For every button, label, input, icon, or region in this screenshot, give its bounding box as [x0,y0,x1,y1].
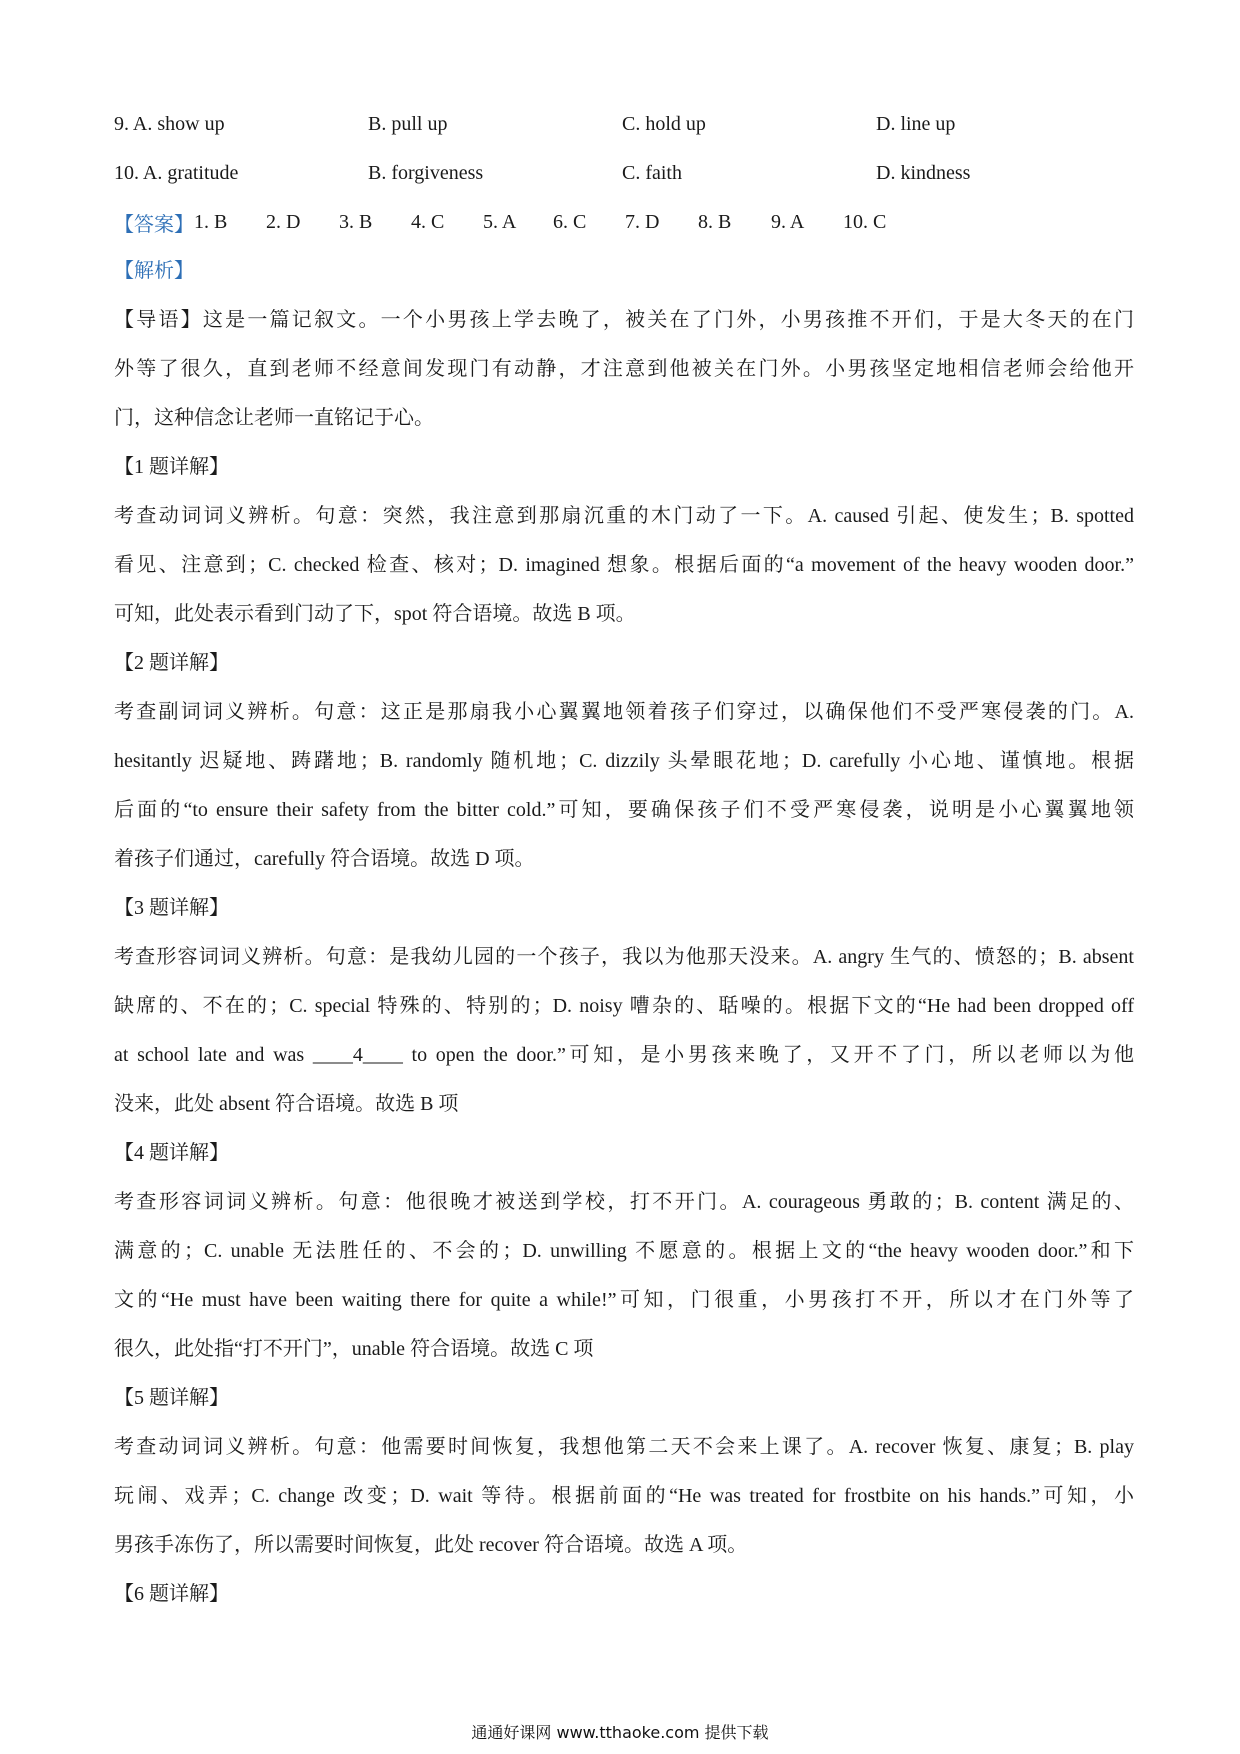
section-heading: 【5 题详解】 [114,1387,229,1409]
option-c: C. hold up [622,113,706,135]
answer-item: 5. A [483,211,517,233]
text-line: 文的“He must have been waiting there for quite a while!”可知，门很重，小男孩打不开，所以才在门外等了 [114,1289,1134,1311]
text-line: 门，这种信念让老师一直铭记于心。 [114,407,434,429]
text-line: 考查副词词义辨析。句意：这正是那扇我小心翼翼地领着孩子们穿过，以确保他们不受严寒侵袭的门。A. [114,701,1134,723]
answer-item: 3. B [339,211,373,233]
text-line: 【导语】这是一篇记叙文。一个小男孩上学去晚了，被关在了门外，小男孩推不开们，于是大冬天的在门 [114,309,1134,331]
text-line: 考查形容词词义辨析。句意：他很晚才被送到学校，打不开门。A. courageous 勇敢的；B. content 满足的、 [114,1191,1134,1213]
text-line: 看见、注意到；C. checked 检查、核对；D. imagined 想象。根据后面的“a movement of the heavy wooden door.” [114,554,1134,576]
text-line: 考查动词词义辨析。句意：突然，我注意到那扇沉重的木门动了一下。A. caused 引起、使发生；B. spotted [114,505,1134,527]
analysis-tag: 【解析】 [114,260,194,282]
analysis-section [114,1570,1134,1619]
analysis-section [114,639,1134,884]
answer-item: 6. C [553,211,587,233]
answer-item: 8. B [698,211,732,233]
option-a: 9. A. show up [114,113,225,135]
text-line: 考查动词词义辨析。句意：他需要时间恢复，我想他第二天不会来上课了。A. recover 恢复、康复；B. play [114,1436,1134,1458]
footer-watermark: 通通好课网 www.tthaoke.com 提供下载 [471,1723,769,1742]
answer-item: 4. C [411,211,445,233]
answer-item: 1. B [194,211,228,233]
options-row-9 [114,100,1134,149]
answer-item: 9. A [771,211,805,233]
option-b: B. forgiveness [368,162,484,184]
analysis-section [114,1374,1134,1570]
text-line: 可知，此处表示看到门动了下，spot 符合语境。故选 B 项。 [114,603,636,625]
analysis-section [114,884,1134,1129]
document-page [114,100,1134,1619]
section-heading: 【3 题详解】 [114,897,229,919]
section-heading: 【2 题详解】 [114,652,229,674]
text-line: hesitantly 迟疑地、踌躇地；B. randomly 随机地；C. dizzily 头晕眼花地；D. carefully 小心地、谨慎地。根据 [114,750,1134,772]
analysis-sections [114,296,1134,1619]
text-line: 很久，此处指“打不开门”，unable 符合语境。故选 C 项 [114,1338,594,1360]
text-line: 玩闹、戏弄；C. change 改变；D. wait 等待。根据前面的“He was treated for frostbite on his hands.”可知，小 [114,1485,1134,1507]
answer-item: 10. C [843,211,887,233]
option-a: 10. A. gratitude [114,162,239,184]
text-line: 缺席的、不在的；C. special 特殊的、特别的；D. noisy 嘈杂的、聒噪的。根据下文的“He had been dropped off [114,995,1134,1017]
option-c: C. faith [622,162,682,184]
text-line: 满意的；C. unable 无法胜任的、不会的；D. unwilling 不愿意的。根据上文的“the heavy wooden door.”和下 [114,1240,1134,1262]
answer-item: 2. D [266,211,301,233]
option-d: D. line up [876,113,956,135]
text-line: 外等了很久，直到老师不经意间发现门有动静，才注意到他被关在门外。小男孩坚定地相信老师会给他开 [114,358,1134,380]
option-b: B. pull up [368,113,448,135]
options-row-10 [114,149,1134,198]
answer-row [114,198,1134,247]
analysis-section [114,443,1134,639]
text-line: 后面的“to ensure their safety from the bitter cold.”可知，要确保孩子们不受严寒侵袭，说明是小心翼翼地领 [114,799,1134,821]
answer-item: 7. D [625,211,660,233]
text-line: at school late and was ____4____ to open the door.”可知，是小男孩来晚了，又开不了门，所以老师以为他 [114,1044,1134,1066]
section-heading: 【6 题详解】 [114,1583,229,1605]
answer-list [194,211,903,234]
answer-tag: 【答案】 [114,214,194,236]
option-d: D. kindness [876,162,971,184]
text-line: 着孩子们通过，carefully 符合语境。故选 D 项。 [114,848,535,870]
text-line: 男孩手冻伤了，所以需要时间恢复，此处 recover 符合语境。故选 A 项。 [114,1534,748,1556]
analysis-section [114,296,1134,443]
analysis-section [114,1129,1134,1374]
section-heading: 【1 题详解】 [114,456,229,478]
section-heading: 【4 题详解】 [114,1142,229,1164]
text-line: 考查形容词词义辨析。句意：是我幼儿园的一个孩子，我以为他那天没来。A. angry 生气的、愤怒的；B. absent [114,946,1134,968]
text-line: 没来，此处 absent 符合语境。故选 B 项 [114,1093,459,1115]
